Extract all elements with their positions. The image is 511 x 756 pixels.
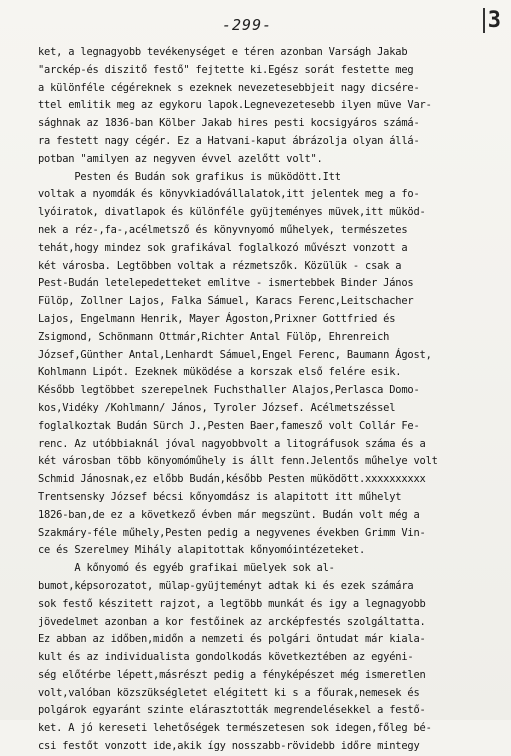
page-number: -299- (222, 16, 273, 34)
text-line: renc. Az utóbbiaknál jóval nagyobbvolt a litográfusok száma és a (38, 437, 426, 450)
text-line: ttel emlitik meg az egykoru lapok.Legnevezetesebb ilyen müve Var- (38, 99, 432, 112)
text-line: tehát,hogy mindez sok grafikával foglalkozó művészt vonzott a (38, 241, 408, 254)
text-line: A kőnyomó és egyéb grafikai müelyek sok al- (38, 562, 335, 575)
text-line: nek a réz-,fa-,acélmetsző és könyvnyomó műhelyek, természetes (38, 223, 408, 236)
text-line: sok festő készitett rajzot, a legtöbb munkát és igy a legnagyobb (38, 597, 426, 610)
text-line: Zsigmond, Schönmann Ottmár,Richter Antal Fülöp, Ehrenreich (38, 330, 390, 343)
text-line: polgárok egyaránt szinte elárasztották megrendelésekkel a festő- (38, 704, 426, 717)
text-line: 1826-ban,de ez a következő évben már megszünt. Budán volt még a (38, 508, 420, 521)
text-line: kos,Vidéky /Kohlmann/ János, Tyroler József. Acélmetszéssel (38, 401, 396, 414)
text-line: ra festett nagy cégér. Ez a Hatvani-kaput ábrázolja olyan állá- (38, 134, 420, 147)
text-line: foglalkoztak Budán Sürch J.,Pesten Baer,famesző volt Collár Fe- (38, 419, 420, 432)
text-line: lyóiratok, divatlapok és különféle gyüjteményes müvek,itt müköd- (38, 206, 426, 219)
text-line: Trentsensky József bécsi kőnyomdász is alapitott itt műhelyt (38, 490, 402, 503)
text-line: a különféle cégéreknek s ezeknek nevezetesebbjeit nagy dicsére- (38, 81, 420, 94)
text-line: két városba. Legtöbben voltak a rézmetszők. Közülük - csak a (38, 259, 402, 272)
body-text (38, 44, 500, 756)
text-line: csi festőt vonzott ide,akik így nosszabb-rövidebb időre mintegy (38, 740, 420, 753)
text-line: József,Günther Antal,Lenhardt Sámuel,Engel Ferenc, Baumann Ágost, (38, 348, 432, 361)
text-line: sághnak az 1836-ban Kölber Jakab hires pesti kocsigyáros számá- (38, 117, 420, 130)
text-line: Pest-Budán letelepedetteket emlitve - ismertebbek Binder János (38, 277, 414, 290)
text-line: ket, a legnagyobb tevékenységet e téren azonban Varságh Jakab (38, 46, 408, 58)
text-line: "arckép-és diszitő festő" fejtette ki.Egész sorát festette meg (38, 63, 414, 76)
text-line: bumot,képsorozatot, mülap-gyüjteményt adtak ki és ezek számára (38, 579, 414, 592)
text-line: Kohlmann Lipót. Ezeknek müködése a korszak első felére esik. (38, 366, 402, 379)
text-line: Később legtöbbet szerepelnek Fuchsthaller Alajos,Perlasca Domo- (38, 384, 420, 397)
text-line: potban "amilyen az negyven évvel azelőtt volt". (38, 152, 323, 165)
text-line: Lajos, Engelmann Henrik, Mayer Ágoston,Prixner Gottfried és (38, 312, 396, 325)
text-line: jövedelmet azonban a kor festőinek az arcképfestés szolgáltatta. (38, 615, 426, 628)
text-line: két városban több könyomóműhely is állt fenn.Jelentős műhelye volt (38, 455, 438, 468)
text-line: voltak a nyomdák és könyvkiadóvállalatok,itt jelentek meg a fo- (38, 188, 420, 201)
text-line: Szakmáry-féle műhely,Pesten pedig a negyvenes években Grimm Vin- (38, 526, 426, 539)
corner-number: 3 (483, 8, 501, 33)
text-line: kult és az individualista gondolkodás következtében az egyéni- (38, 651, 414, 664)
text-line: volt,valóban közszükségletet elégitett ki s a főurak,nemesek és (38, 686, 420, 699)
text-line: ség előtérbe lépett,másrészt pedig a fényképészet még ismeretlen (38, 668, 426, 681)
text-line: ket. A jó kereseti lehetőségek természetesen sok idegen,főleg bé- (38, 722, 432, 735)
text-line: ce és Szerelmey Mihály alapitottak kőnyomóintézeteket. (38, 544, 366, 557)
text-line: Pesten és Budán sok grafikus is müködött.Itt (38, 170, 341, 183)
text-line: Fülöp, Zollner Lajos, Falka Sámuel, Karacs Ferenc,Leitschacher (38, 295, 414, 308)
text-line: Ez abban az időben,midőn a nemzeti és polgári öntudat már kiala- (38, 633, 426, 646)
text-line: Schmid Jánosnak,ez előbb Budán,később Pesten müködött.xxxxxxxxxx (38, 473, 426, 486)
